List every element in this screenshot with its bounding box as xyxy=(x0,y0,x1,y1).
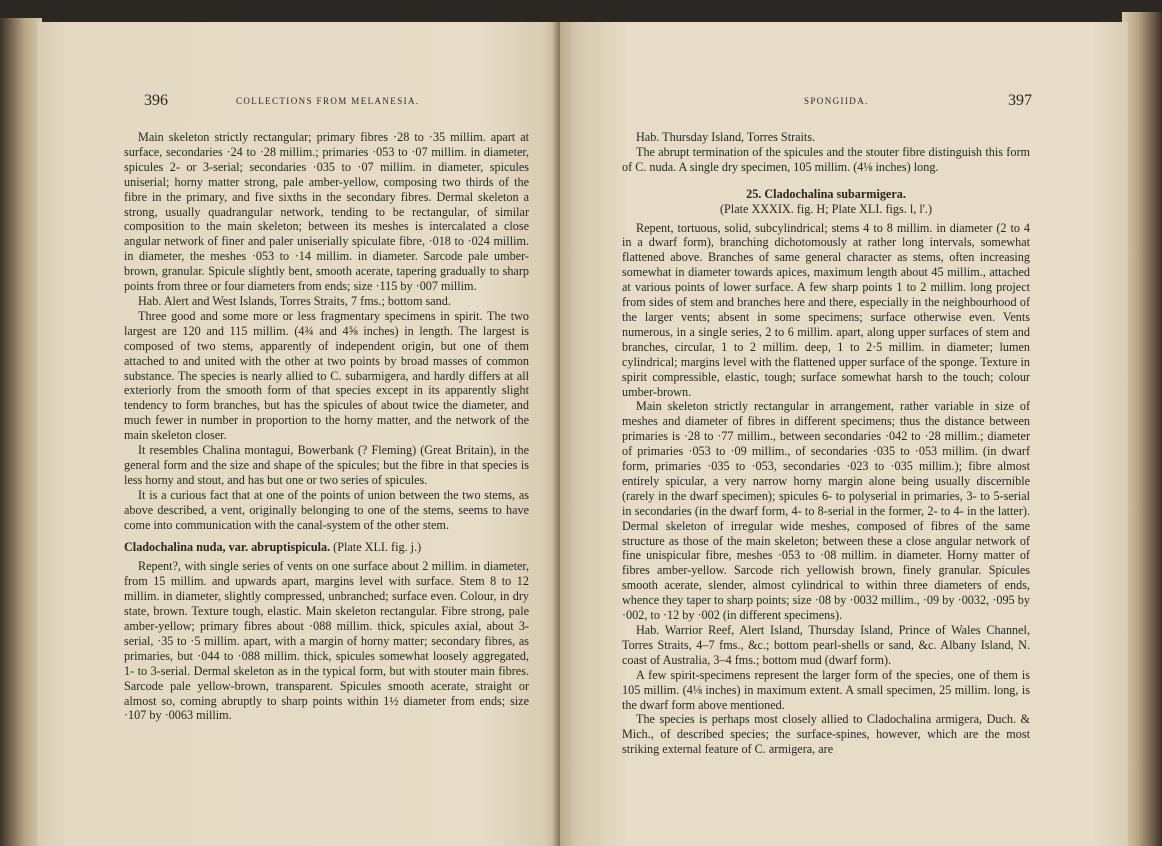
paragraph: Repent, tortuous, solid, subcylindrical; stems 4 to 8 millim. in diameter (2 to 4 in a dwarf form), branching dichotomously at rather long intervals, somewhat flattened above. Branches of same general character as stems, often increasing somewhat in diameter towards apices, maximum length about 45 millim., attached at various points of lower surface. A few sharp points 1 to 2 millim. long project from sides of stem and branches here and there, especially in the neighbourhood of the larger vents; absent in some specimens; surface otherwise even. Vents numerous, in a single series, 2 to 6 millim. apart, along upper surfaces of stem and branches, circular, 1 to 2 millim. deep, 1 to 2·5 millim. in diameter; lumen cylindrical; margins level with the flattened upper surface of the sponge. Texture in spirit compressible, elastic, tough; surface somewhat harsh to the touch; colour umber-brown. xyxy=(622,220,1030,399)
habitat-paragraph: Hab. Warrior Reef, Alert Island, Thursday Island, Prince of Wales Channel, Torres Straits, 4–7 fms., &c.; bottom pearl-shells or sand, &c. Albany Island, N. coast of Australia, 3–4 fms.; bottom mud (dwarf form). xyxy=(622,623,1030,667)
paragraph: It is a curious fact that at one of the points of union between the two stems, as above described, a vent, originally belonging to one of the stems, seems to have come into communication with the canal-system of the other stem. xyxy=(124,487,529,532)
paragraph: Main skeleton strictly rectangular; primary fibres ·28 to ·35 millim. apart at surface, secondaries ·24 to ·28 millim.; primaries ·053 to ·07 millim. in diameter, spicules 2- or 3-serial; secondaries ·035 to ·07 millim. in diameter, spicules uniserial; horny matter strong, pale amber-yellow, composing two thirds of the fibre in the primary, and five sixths in the secondary fibres. Dermal skeleton a strong, usually quadrangular network, tending to be rectangular, of similar composition to the main skeleton; between its meshes is intercalated a close angular network of finer and paler uniserially spiculate fibre, ·018 to ·024 millim. in diameter, the meshes ·053 to ·14 millim. in diameter. Sarcode pale umber-brown, granular. Spicule slightly bent, smooth acerate, tapering gradually to sharp points from three or four diameters from ends; size ·115 by ·007 millim. xyxy=(124,130,529,294)
running-head: COLLECTIONS FROM MELANESIA. xyxy=(236,96,420,106)
paragraph: The species is perhaps most closely allied to Cladochalina armigera, Duch. & Mich., of described species; the surface-spines, however, which are the most striking external feature of C. armigera, are xyxy=(622,712,1030,757)
paragraph: The abrupt termination of the spicules and the stouter fibre distinguish this form of C. nuda. A single dry specimen, 105 millim. (4⅛ inches) long. xyxy=(622,144,1030,174)
habitat-paragraph: Hab. Thursday Island, Torres Straits. xyxy=(636,130,816,144)
page-number: 396 xyxy=(144,92,168,109)
plate-reference: (Plate XXXIX. fig. H; Plate XLI. figs. l, l'.) xyxy=(719,201,933,216)
section-heading xyxy=(124,540,529,555)
running-head: SPONGIIDA. xyxy=(804,96,869,106)
paragraph: A few spirit-specimens represent the larger form of the species, one of them is 105 millim. (4⅛ inches) in maximum extent. A small specimen, 25 millim. long, is the dwarf form above mentioned. xyxy=(622,667,1030,712)
species-heading: Cladochalina nuda, var. abruptispicula. xyxy=(124,540,331,555)
page-number: 397 xyxy=(1008,92,1032,109)
right-page-edges xyxy=(1122,12,1162,846)
paragraph: Repent?, with single series of vents on one surface about 2 millim. in diameter, from 15 millim. and upwards apart, margins level with surface. Stem 8 to 12 millim. in diameter, slightly compressed, unbranched; surface even. Colour, in dry state, brown. Texture tough, elastic. Main skeleton rectangular. Fibre strong, pale amber-yellow; primary fibres about ·088 millim. thick, spicules axial, about 3-serial, ·35 to ·5 millim. apart, with a margin of horny matter; secondary fibres, as primaries, but ·044 to ·088 millim. thick, spicules somewhat loosely aggregated, 1- to 3-serial. Dermal skeleton as in the typical form, but with stouter main fibres. Sarcode pale yellow-brown, transparent. Spicules smooth acerate, straight or almost so, coming abruptly to sharp points within 1½ diameter from ends; size ·107 by ·0063 millim. xyxy=(124,559,529,723)
habitat-paragraph: Hab. Alert and West Islands, Torres Straits, 7 fms.; bottom sand. xyxy=(138,293,451,308)
paragraph: It resembles Chalina montagui, Bowerbank (? Fleming) (Great Britain), in the general form and the size and shape of the spicules; but the fibre in that species is less horny and stout, and has but one or two series of spicules. xyxy=(124,443,529,487)
right-body xyxy=(622,130,1030,757)
plate-reference: (Plate XLI. fig. j.) xyxy=(333,540,422,555)
species-heading: 25. Cladochalina subarmigera. xyxy=(746,186,906,201)
left-body xyxy=(124,130,529,723)
left-page-edges xyxy=(0,18,42,846)
paragraph: Three good and some more or less fragmentary specimens in spirit. The two largest are 120 and 115 millim. (4¾ and 4⅝ inches) in length. The largest is composed of two stems, apparently of independent origin, but one of them attached to and united with the other at two points by broad masses of common substance. The species is nearly allied to C. subarmigera, and hardly differs at all exteriorly from the smooth form of that species except in its apparently slight tendency to form branches, but has the spicules of about twice the diameter, and much fewer in number in proportion to the horny matter, and the network of the main skeleton closer. xyxy=(124,308,529,443)
left-page xyxy=(38,22,560,846)
right-page xyxy=(560,22,1128,846)
paragraph: Main skeleton strictly rectangular in arrangement, rather variable in size of meshes and diameter of fibres in different specimens; thus the distance between primaries is ·28 to ·77 millim., between secondaries ·042 to ·28 millim.; diameter of primaries ·053 to ·09 millim., of secondaries ·035 to ·053 millim. (in dwarf form, primaries ·035 to ·053, secondaries ·023 to ·035 millim.); fibre almost entirely spicular, a very narrow horny margin alone being usually discernible (rarely in the dwarf specimen); spicules 6- to polyserial in primaries, 3- to 5-serial in secondaries (in the dwarf form, 4- to 8-serial in the former, 2- to 4- in the latter). Dermal skeleton of irregular wide meshes, composed of fibres of the same structure as those of the main skeleton; between these a close angular network of fine unispicular fibre, meshes ·053 to ·08 millim. in diameter. Horny matter of fibres amber-yellow. Sarcode rich yellowish brown, finely granular. Spicules smooth acerate, slender, almost cylindrical to within three diameters of ends, whence they taper to sharp points; size ·08 by ·0032 millim., ·09 by ·0032, ·095 by ·002, to ·12 by ·002 (in different specimens). xyxy=(622,399,1030,623)
